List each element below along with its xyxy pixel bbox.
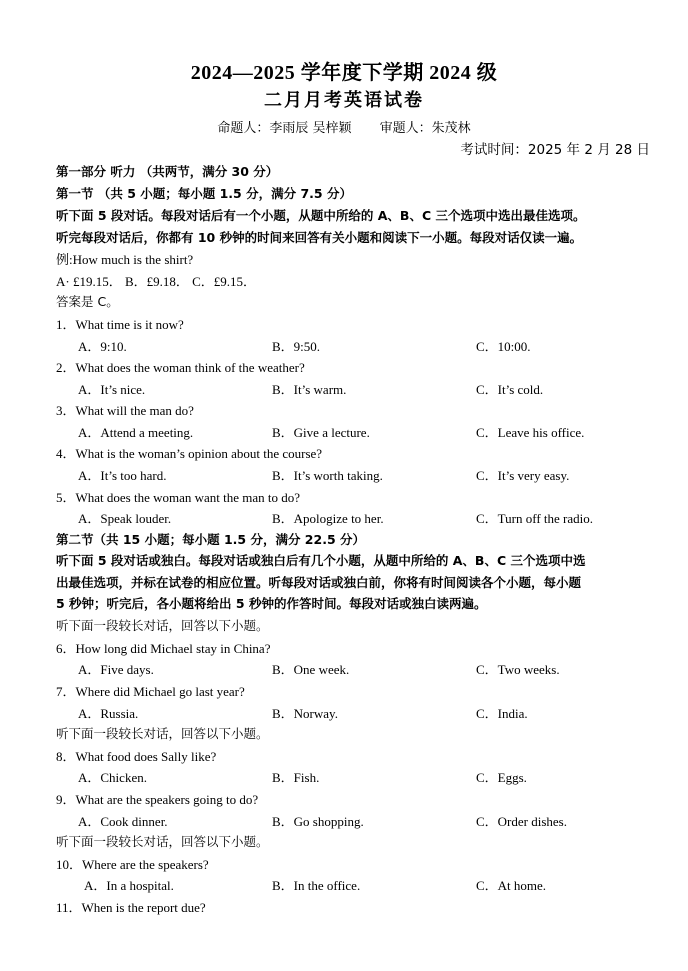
question-4-option-a: A．It’s too hard. (78, 468, 167, 483)
question-11: 11．When is the report due? (56, 900, 206, 915)
setter-label: 命题人：李雨辰 吴梓颖 (217, 121, 352, 136)
question-6-option-a: A．Five days. (78, 662, 154, 677)
question-4-option-c: C．It’s very easy. (476, 468, 570, 483)
section1-instruction-1: 听下面 5 段对话。每段对话后有一个小题，从题中所给的 A、B、C 三个选项中选出最佳选项。 (56, 208, 586, 223)
question-3-option-a: A．Attend a meeting. (78, 425, 194, 440)
question-4-option-b: B．It’s worth taking. (272, 468, 383, 483)
sub-instruction-b: 听下面一段较长对话，回答以下小题。 (56, 726, 269, 741)
reviewer-label: 审题人：朱茂林 (379, 121, 471, 136)
question-8-option-a: A．Chicken. (78, 770, 147, 785)
question-9: 9．What are the speakers going to do? (56, 792, 259, 807)
example-options: A· £19.15． B．£9.18． C．£9.15． (56, 274, 257, 289)
question-5: 5．What does the woman want the man to do? (56, 490, 301, 505)
section2-instruction-1: 听下面 5 段对话或独白。每段对话或独白后有几个小题，从题中所给的 A、B、C 三个选项中选 (56, 553, 586, 568)
question-8-option-c: C．Eggs. (476, 770, 527, 785)
exam-title-year: 2024—2025 学年度下学期 2024 级 (190, 62, 498, 84)
question-9-option-b: B．Go shopping. (272, 814, 364, 829)
example-question: 例:How much is the shirt? (56, 252, 194, 267)
section2-instruction-2: 出最佳选项，并标在试卷的相应位置。听每段对话或独白前，你将有时间阅读各个小题，每小题 (56, 575, 582, 590)
section2-instruction-3: 5 秒钟；听完后，各小题将给出 5 秒钟的作答时间。每段对话或独白读两遍。 (56, 596, 487, 611)
question-3-option-b: B．Give a lecture. (272, 425, 370, 440)
question-7-option-b: B．Norway. (272, 706, 338, 721)
question-10-option-c: C．At home. (476, 878, 547, 893)
question-10: 10．Where are the speakers? (56, 857, 209, 872)
question-6-option-c: C．Two weeks. (476, 662, 560, 677)
question-6: 6．How long did Michael stay in China? (56, 641, 271, 656)
sub-instruction-a: 听下面一段较长对话，回答以下小题。 (56, 618, 269, 633)
question-2-option-a: A．It’s nice. (78, 382, 146, 397)
question-9-option-a: A．Cook dinner. (78, 814, 168, 829)
question-3: 3．What will the man do? (56, 403, 194, 418)
question-2-option-c: C．It’s cold. (476, 382, 544, 397)
question-3-option-c: C．Leave his office. (476, 425, 585, 440)
question-5-option-a: A．Speak louder. (78, 511, 172, 526)
question-1-option-b: B．9:50. (272, 339, 321, 354)
question-7-option-c: C．India. (476, 706, 528, 721)
exam-time: 考试时间：2025 年 2 月 28 日 (460, 142, 650, 158)
question-6-option-b: B．One week. (272, 662, 350, 677)
question-7-option-a: A．Russia. (78, 706, 139, 721)
question-7: 7．Where did Michael go last year? (56, 684, 245, 699)
question-1-option-c: C．10:00. (476, 339, 531, 354)
exam-title-subject: 二月月考英语试卷 (264, 90, 424, 110)
part1-heading: 第一部分 听力 （共两节，满分 30 分） (56, 164, 279, 179)
question-1: 1．What time is it now? (56, 317, 184, 332)
section2-heading: 第二节（共 15 小题；每小题 1.5 分，满分 22.5 分） (56, 532, 365, 547)
question-5-option-b: B．Apologize to her. (272, 511, 384, 526)
question-1-option-a: A．9:10. (78, 339, 127, 354)
question-5-option-c: C．Turn off the radio. (476, 511, 594, 526)
authors-line (0, 117, 688, 136)
section1-heading: 第一节 （共 5 小题；每小题 1.5 分，满分 7.5 分） (56, 186, 352, 201)
sub-instruction-c: 听下面一段较长对话，回答以下小题。 (56, 834, 269, 849)
question-2-option-b: B．It’s warm. (272, 382, 347, 397)
question-8: 8．What food does Sally like? (56, 749, 217, 764)
example-answer: 答案是 C。 (56, 294, 119, 309)
section1-instruction-2: 听完每段对话后，你都有 10 秒钟的时间来回答有关小题和阅读下一小题。每段对话仅读一遍。 (56, 230, 583, 245)
question-10-option-b: B．In the office. (272, 878, 361, 893)
question-9-option-c: C．Order dishes. (476, 814, 567, 829)
question-4: 4．What is the woman’s opinion about the course? (56, 446, 323, 461)
question-10-option-a: A．In a hospital. (84, 878, 174, 893)
question-8-option-b: B．Fish. (272, 770, 320, 785)
question-2: 2．What does the woman think of the weather? (56, 360, 305, 375)
